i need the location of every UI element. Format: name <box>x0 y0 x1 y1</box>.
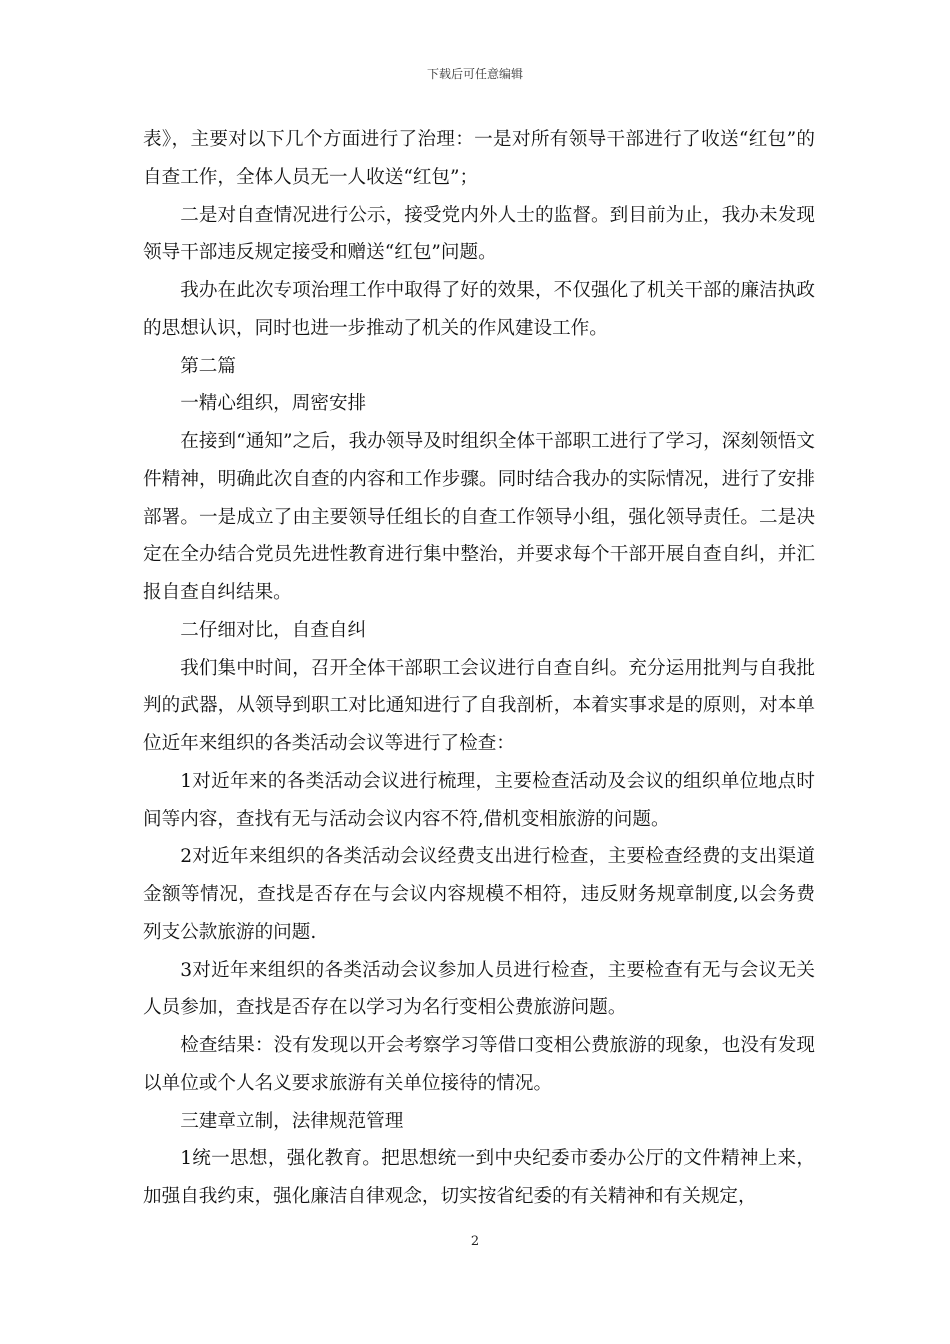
subsection-heading: 二仔细对比，自查自纠 <box>180 619 367 641</box>
paragraph: 检查结果：没有发现以开会考察学习等借口变相公费旅游的现象，也没有发现以单位或个人名义要求旅游有关单位接待的情况。 <box>143 1035 815 1094</box>
list-item: 1统一思想，强化教育。把思想统一到中央纪委市委办公厅的文件精神上来，加强自我约束，强化廉洁自律观念，切实按省纪委的有关精神和有关规定， <box>143 1148 815 1207</box>
list-item: 3对近年来组织的各类活动会议参加人员进行检查，主要检查有无与会议无关人员参加，查找是否存在以学习为名行变相公费旅游问题。 <box>143 959 815 1019</box>
document-body <box>143 121 815 1216</box>
list-item: 2对近年来组织的各类活动会议经费支出进行检查，主要检查经费的支出渠道金额等情况，查找是否存在与会议内容规模不相符，违反财务规章制度,以会务费列支公款旅游的问题. <box>143 846 815 943</box>
paragraph: 二是对自查情况进行公示，接受党内外人士的监督。到目前为止，我办未发现领导干部违反规定接受和赠送“红包”问题。 <box>143 204 815 264</box>
paragraph: 我们集中时间，召开全体干部职工会议进行自查自纠。充分运用批判与自我批判的武器，从领导到职工对比通知进行了自我剖析，本着实事求是的原则，对本单位近年来组织的各类活动会议等进行了检查： <box>143 657 815 754</box>
page-header: 下载后可任意编辑 <box>426 67 523 81</box>
list-item: 1对近年来的各类活动会议进行梳理，主要检查活动及会议的组织单位地点时间等内容，查找有无与活动会议内容不符,借机变相旅游的问题。 <box>143 770 815 830</box>
page-number: 2 <box>470 1234 480 1249</box>
section-heading: 第二篇 <box>180 355 236 377</box>
subsection-heading: 一精心组织，周密安排 <box>180 393 367 415</box>
subsection-heading: 三建章立制，法律规范管理 <box>180 1110 404 1132</box>
paragraph: 我办在此次专项治理工作中取得了好的效果，不仅强化了机关干部的廉洁执政的思想认识，同时也进一步推动了机关的作风建设工作。 <box>143 280 815 339</box>
paragraph: 表》，主要对以下几个方面进行了治理：一是对所有领导干部进行了收送“红包”的自查工作，全体人员无一人收送“红包”； <box>143 129 815 188</box>
paragraph: 在接到“通知”之后，我办领导及时组织全体干部职工进行了学习，深刻领悟文件精神，明确此次自查的内容和工作步骤。同时结合我办的实际情况，进行了安排部署。一是成立了由主要领导任组长的自查工作领导小组，强化领导责任。二是决定在全办结合党员先进性教育进行集中整治，并要求每个干部开展自查自纠，并汇报自查自纠结果。 <box>143 431 815 603</box>
